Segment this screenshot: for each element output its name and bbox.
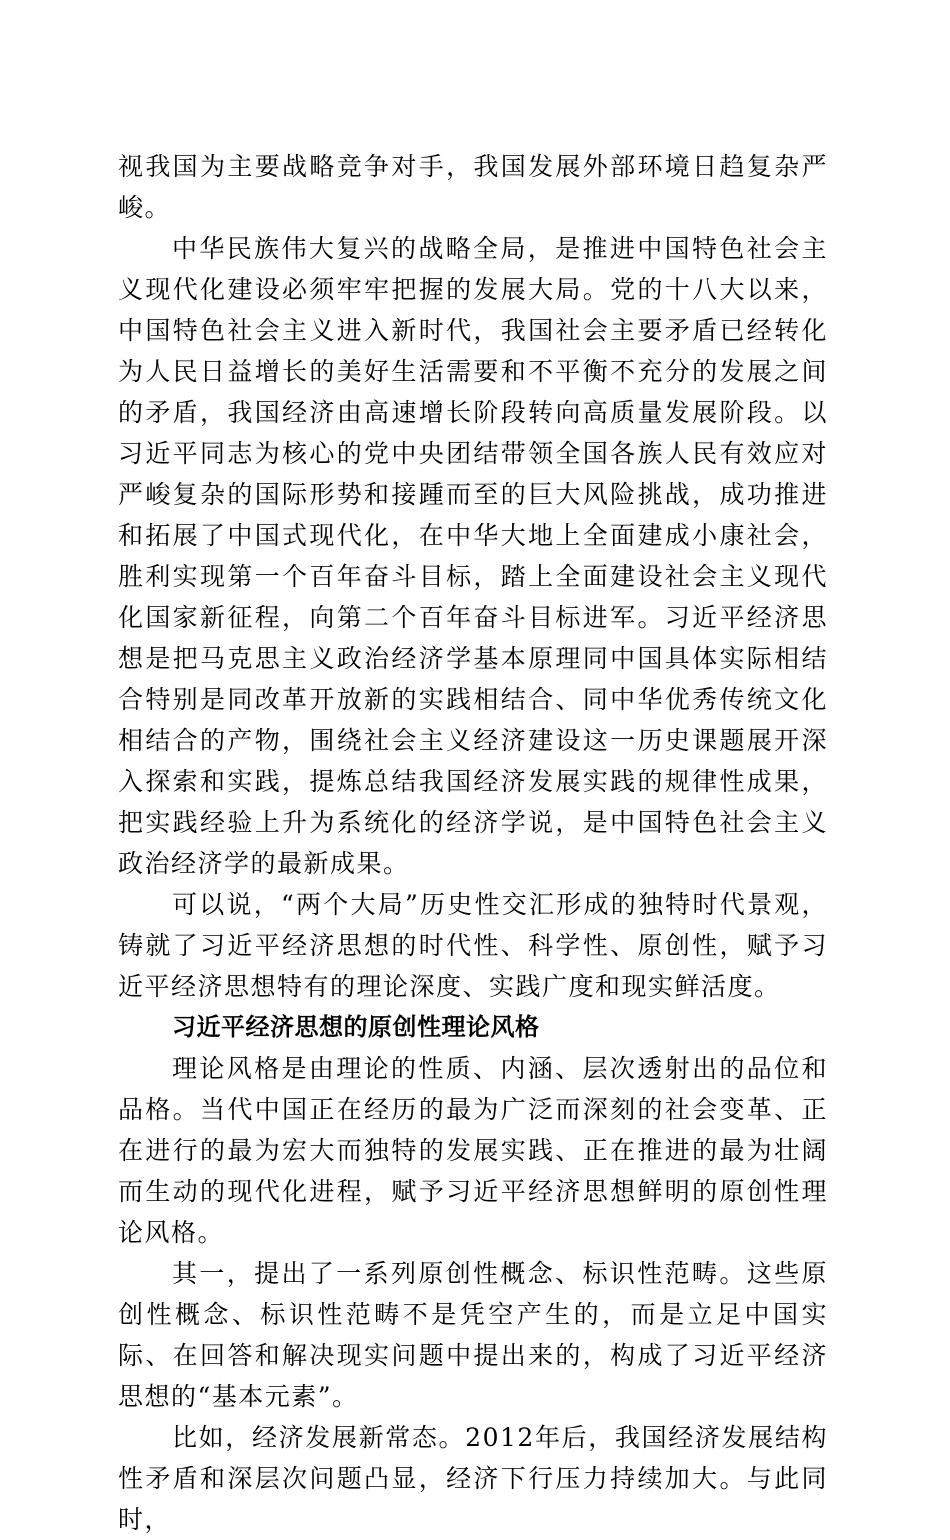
paragraph-original-concepts: 其一，提出了一系列原创性概念、标识性范畴。这些原创性概念、标识性范畴不是凭空产生的，而是立足中国实际、在回答和解决现实问题中提出来的，构成了习近平经济思想的“基本元素”。	[118, 1259, 828, 1411]
section-heading: 习近平经济思想的原创性理论风格	[172, 1013, 540, 1041]
paragraph-strategic-overall: 中华民族伟大复兴的战略全局，是推进中国特色社会主义现代化建设必须牢牢把握的发展大局。党的十八大以来，中国特色社会主义进入新时代，我国社会主要矛盾已经转化为人民日益增长的美好生活需要和不平衡不充分的发展之间的矛盾，我国经济由高速增长阶段转向高质量发展阶段。以习近平同志为核心的党中央团结带领全国各族人民有效应对严峻复杂的国际形势和接踵而至的巨大风险挑战，成功推进和拓展了中国式现代化，在中华大地上全面建成小康社会，胜利实现第一个百年奋斗目标，踏上全面建设社会主义现代化国家新征程，向第二个百年奋斗目标进军。习近平经济思想是把马克思主义政治经济学基本原理同中国具体实际相结合特别是同改革开放新的实践相结合、同中华优秀传统文化相结合的产物，围绕社会主义经济建设这一历史课题展开深入探索和实践，提炼总结我国经济发展实践的规律性成果，把实践经验上升为系统化的经济学说，是中国特色社会主义政治经济学的最新成果。	[118, 234, 828, 878]
paragraph-theory-style: 理论风格是由理论的性质、内涵、层次透射出的品位和品格。当代中国正在经历的最为广泛而深刻的社会变革、正在进行的最为宏大而独特的发展实践、正在推进的最为壮阔而生动的现代化进程，赋予习近平经济思想鲜明的原创性理论风格。	[118, 1054, 828, 1247]
paragraph-new-normal: 比如，经济发展新常态。2012年后，我国经济发展结构性矛盾和深层次问题凸显，经济下行压力持续加大。与此同时，	[118, 1423, 828, 1534]
paragraph-two-overall-situations: 可以说，“两个大局”历史性交汇形成的独特时代景观，铸就了习近平经济思想的时代性、科学性、原创性，赋予习近平经济思想特有的理论深度、实践广度和现实鲜活度。	[118, 890, 828, 1001]
document-body	[118, 146, 828, 1540]
paragraph-continuation: 视我国为主要战略竞争对手，我国发展外部环境日趋复杂严峻。	[118, 152, 828, 222]
